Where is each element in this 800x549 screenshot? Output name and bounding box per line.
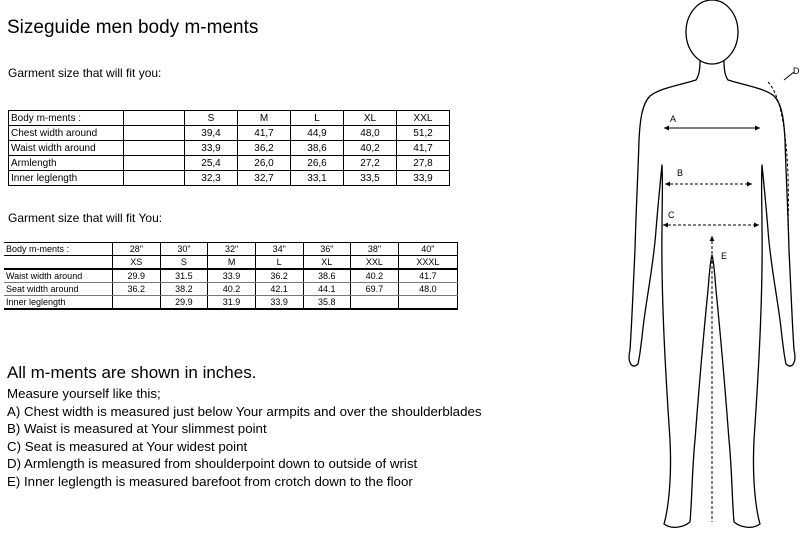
table-cell: 33,1 bbox=[291, 171, 344, 186]
table-cell: Inner leglength bbox=[4, 296, 113, 310]
table-header-cell: 28" bbox=[113, 243, 161, 256]
table-cell: 32,7 bbox=[238, 171, 291, 186]
table-cell: L bbox=[255, 256, 303, 270]
table-cell: 35.8 bbox=[303, 296, 351, 310]
table-header-cell: L bbox=[291, 111, 344, 126]
table-cell: 33,9 bbox=[397, 171, 450, 186]
table-header-cell: 32" bbox=[208, 243, 256, 256]
table-cell: 36.2 bbox=[255, 269, 303, 283]
table-cell: Waist width around bbox=[4, 269, 113, 283]
table2-subtitle: Garment size that will fit You: bbox=[8, 211, 163, 225]
table-header-cell bbox=[124, 111, 185, 126]
measurement-notes bbox=[7, 363, 482, 490]
table-cell: 26,0 bbox=[238, 156, 291, 171]
table-row bbox=[4, 283, 458, 296]
table-row bbox=[9, 171, 450, 186]
table-cell bbox=[4, 256, 113, 270]
table-cell: 48,0 bbox=[344, 126, 397, 141]
table-cell: 29.9 bbox=[113, 269, 161, 283]
table-cell: 38,6 bbox=[291, 141, 344, 156]
table-header-cell: 36" bbox=[303, 243, 351, 256]
table-header-cell: XXL bbox=[397, 111, 450, 126]
table-cell: 31.9 bbox=[208, 296, 256, 310]
label-a: A bbox=[670, 114, 677, 124]
table-header-cell: 30" bbox=[160, 243, 208, 256]
table-cell: 25,4 bbox=[185, 156, 238, 171]
notes-line: D) Armlength is measured from shoulderpoint down to outside of wrist bbox=[7, 456, 418, 471]
table-cell bbox=[124, 141, 185, 156]
seat-arrow-left bbox=[663, 223, 668, 228]
page-title: Sizeguide men body m-ments bbox=[7, 17, 259, 38]
label-d: D bbox=[793, 66, 800, 76]
notes-line: Measure yourself like this; bbox=[7, 386, 161, 401]
table-cell bbox=[124, 171, 185, 186]
table-cell: Chest width around bbox=[9, 126, 124, 141]
table-header-cell: 38" bbox=[351, 243, 399, 256]
table-size-row bbox=[4, 256, 458, 270]
label-b: B bbox=[677, 168, 684, 178]
leg-arrow-top bbox=[710, 236, 715, 241]
label-c: C bbox=[668, 210, 675, 220]
table-cell: 36.2 bbox=[113, 283, 161, 296]
table-cell bbox=[124, 126, 185, 141]
table-cell: S bbox=[160, 256, 208, 270]
table-cell: 29.9 bbox=[160, 296, 208, 310]
table-header-cell: S bbox=[185, 111, 238, 126]
waist-arrow-left bbox=[665, 182, 670, 187]
table-cell: 51,2 bbox=[397, 126, 450, 141]
table-cell bbox=[124, 156, 185, 171]
table-cell: 40.2 bbox=[208, 283, 256, 296]
table-cell: 38.2 bbox=[160, 283, 208, 296]
table-cell: 31.5 bbox=[160, 269, 208, 283]
table-row bbox=[9, 141, 450, 156]
waist-arrow-right bbox=[747, 182, 752, 187]
table-cell: Armlength bbox=[9, 156, 124, 171]
table-cell bbox=[398, 296, 457, 310]
table-cell: 38.6 bbox=[303, 269, 351, 283]
table-cell: 39,4 bbox=[185, 126, 238, 141]
body-figure bbox=[620, 0, 800, 549]
table-cell: 41,7 bbox=[238, 126, 291, 141]
table-header-row bbox=[9, 111, 450, 126]
table-cell: 33,9 bbox=[185, 141, 238, 156]
table-cell: 44,9 bbox=[291, 126, 344, 141]
table-header-cell: 34" bbox=[255, 243, 303, 256]
table-cell: 41,7 bbox=[397, 141, 450, 156]
notes-line: C) Seat is measured at Your widest point bbox=[7, 438, 248, 454]
body-head-outline bbox=[686, 0, 738, 64]
table-cell: M bbox=[208, 256, 256, 270]
table-cell: 32,3 bbox=[185, 171, 238, 186]
table-row bbox=[9, 156, 450, 171]
table-cell: 69.7 bbox=[351, 283, 399, 296]
table-cell: 48.0 bbox=[398, 283, 457, 296]
table-cell: Waist width around bbox=[9, 141, 124, 156]
chest-arrow-left bbox=[664, 126, 669, 131]
table-header-cell: XL bbox=[344, 111, 397, 126]
table-cell: XXL bbox=[351, 256, 399, 270]
table-row bbox=[4, 296, 458, 310]
table-cell: XS bbox=[113, 256, 161, 270]
table-cell: 27,2 bbox=[344, 156, 397, 171]
notes-line: E) Inner leglength is measured barefoot from crotch down to the floor bbox=[7, 473, 413, 489]
table-cell: Seat width around bbox=[4, 283, 113, 296]
table-header-cell: Body m-ments : bbox=[4, 243, 113, 256]
table-cell bbox=[113, 296, 161, 310]
seat-arrow-right bbox=[754, 223, 759, 228]
table-header-cell: Body m-ments : bbox=[9, 111, 124, 126]
notes-line: B) Waist is measured at Your slimmest point bbox=[7, 421, 267, 436]
table-cell: 40,2 bbox=[344, 141, 397, 156]
notes-line: A) Chest width is measured just below Your armpits and over the shoulderblades bbox=[7, 403, 482, 419]
table-header-cell: 40" bbox=[398, 243, 457, 256]
table1-subtitle: Garment size that will fit you: bbox=[8, 66, 162, 80]
table-row bbox=[4, 269, 458, 283]
table-header-cell: M bbox=[238, 111, 291, 126]
table-cell: 33.9 bbox=[255, 296, 303, 310]
table-row bbox=[9, 126, 450, 141]
table-cell: XXXL bbox=[398, 256, 457, 270]
table-cell: 41.7 bbox=[398, 269, 457, 283]
table-header-row bbox=[4, 243, 458, 256]
table-cell: 33,5 bbox=[344, 171, 397, 186]
chest-arrow-right bbox=[755, 126, 760, 131]
size-table-tops bbox=[8, 110, 450, 186]
table-cell: 27,8 bbox=[397, 156, 450, 171]
table-cell: 33.9 bbox=[208, 269, 256, 283]
notes-heading: All m-ments are shown in inches. bbox=[7, 363, 257, 382]
table-cell: 44.1 bbox=[303, 283, 351, 296]
table-cell: 26,6 bbox=[291, 156, 344, 171]
table-cell: 42.1 bbox=[255, 283, 303, 296]
label-e: E bbox=[721, 251, 728, 261]
size-table-bottoms bbox=[4, 242, 458, 310]
table-cell: 40.2 bbox=[351, 269, 399, 283]
table-cell: 36,2 bbox=[238, 141, 291, 156]
table-cell bbox=[351, 296, 399, 310]
table-cell: Inner leglength bbox=[9, 171, 124, 186]
table-cell: XL bbox=[303, 256, 351, 270]
